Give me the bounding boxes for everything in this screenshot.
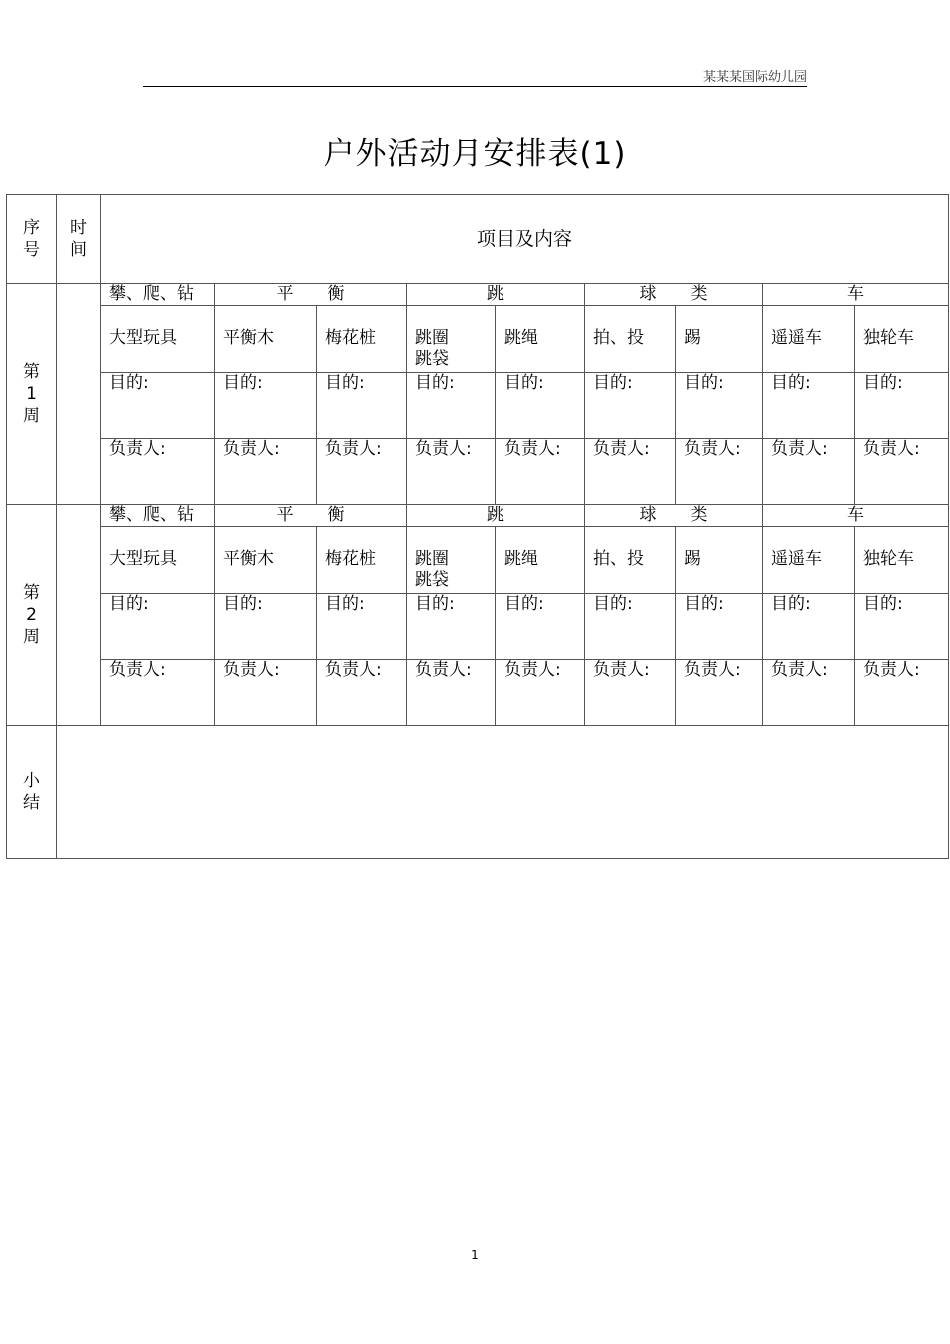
owner-cell: 负责人:: [676, 660, 763, 726]
item-cell: [855, 527, 949, 593]
purpose-cell: 目的:: [855, 372, 949, 438]
item-cell: [407, 527, 496, 593]
purpose-cell: 目的:: [496, 593, 585, 659]
purpose-cell: 目的:: [215, 593, 317, 659]
owner-cell: 负责人:: [317, 660, 407, 726]
purpose-cell: 目的:: [585, 593, 676, 659]
item-label: 跳绳: [504, 549, 538, 570]
item-label: 平衡木: [223, 328, 274, 349]
owner-cell: 负责人:: [763, 439, 855, 505]
summary-label: 小结: [23, 771, 40, 814]
purpose-cell: 目的:: [317, 593, 407, 659]
item-label: 遥遥车: [771, 549, 822, 570]
purpose-cell: 目的:: [676, 372, 763, 438]
week-label-cell: [7, 284, 57, 505]
header-seq: 序号: [23, 218, 40, 261]
owner-cell: 负责人:: [496, 660, 585, 726]
page-number: 1: [471, 1248, 479, 1262]
owner-cell: 负责人:: [215, 439, 317, 505]
item-label: 独轮车: [863, 549, 914, 570]
owner-cell: 负责人:: [101, 439, 215, 505]
purpose-row: [7, 372, 949, 438]
item-label: 独轮车: [863, 328, 914, 349]
item-label: 梅花桩: [325, 549, 376, 570]
page-title: 户外活动月安排表(1): [323, 136, 627, 172]
purpose-row: [7, 593, 949, 659]
owner-cell: 负责人:: [585, 660, 676, 726]
owner-cell: 负责人:: [855, 439, 949, 505]
item-label: 跳绳: [504, 328, 538, 349]
owner-row: [7, 660, 949, 726]
header-rule: [143, 86, 807, 87]
purpose-cell: 目的:: [763, 372, 855, 438]
purpose-cell: 目的:: [215, 372, 317, 438]
purpose-cell: 目的:: [676, 593, 763, 659]
purpose-cell: 目的:: [407, 372, 496, 438]
item-label: 大型玩具: [109, 328, 177, 349]
week-label-cell: [7, 505, 57, 726]
category-cell: 跳: [407, 284, 585, 306]
item-cell: [317, 527, 407, 593]
owner-cell: 负责人:: [215, 660, 317, 726]
item-label: 跳袋: [415, 349, 449, 370]
category-cell: 球 类: [585, 505, 763, 527]
week-time-cell: [57, 505, 101, 726]
item-cell: [496, 527, 585, 593]
category-cell: 攀、爬、钻: [101, 505, 215, 527]
owner-cell: 负责人:: [676, 439, 763, 505]
header-row: [7, 195, 949, 284]
header-time: 时间: [70, 218, 87, 261]
item-cell: [496, 306, 585, 372]
owner-cell: 负责人:: [585, 439, 676, 505]
item-label: 拍、投: [593, 549, 644, 570]
item-cell: [101, 527, 215, 593]
owner-cell: 负责人:: [407, 660, 496, 726]
item-cell: [763, 527, 855, 593]
item-cell: [101, 306, 215, 372]
purpose-cell: 目的:: [855, 593, 949, 659]
summary-content[interactable]: [57, 726, 949, 859]
item-label: 大型玩具: [109, 549, 177, 570]
category-cell: 跳: [407, 505, 585, 527]
item-label: 踢: [684, 328, 701, 349]
category-cell: 攀、爬、钻: [101, 284, 215, 306]
category-row: [7, 505, 949, 527]
purpose-cell: 目的:: [101, 593, 215, 659]
item-cell: [855, 306, 949, 372]
header-content: 项目及内容: [101, 195, 949, 284]
owner-cell: 负责人:: [496, 439, 585, 505]
header-seq-cell: [7, 195, 57, 284]
item-cell: [585, 527, 676, 593]
item-label: 跳圈: [415, 328, 449, 349]
item-label: 遥遥车: [771, 328, 822, 349]
owner-cell: 负责人:: [407, 439, 496, 505]
owner-cell: 负责人:: [763, 660, 855, 726]
header-org: 某某某国际幼儿园: [702, 70, 807, 85]
category-cell: 球 类: [585, 284, 763, 306]
category-cell: 车: [763, 505, 949, 527]
week-label: 第1周: [23, 362, 40, 427]
item-label: 平衡木: [223, 549, 274, 570]
purpose-cell: 目的:: [317, 372, 407, 438]
category-cell: 平 衡: [215, 505, 407, 527]
summary-row: [7, 726, 949, 859]
week-label: 第2周: [23, 583, 40, 648]
owner-cell: 负责人:: [855, 660, 949, 726]
category-row: [7, 284, 949, 306]
item-label: 跳袋: [415, 570, 449, 591]
item-cell: [676, 527, 763, 593]
week-time-cell: [57, 284, 101, 505]
item-label: 踢: [684, 549, 701, 570]
item-cell: [215, 527, 317, 593]
owner-row: [7, 439, 949, 505]
item-row: [7, 306, 949, 372]
purpose-cell: 目的:: [407, 593, 496, 659]
purpose-cell: 目的:: [496, 372, 585, 438]
item-label: 梅花桩: [325, 328, 376, 349]
item-cell: [763, 306, 855, 372]
purpose-cell: 目的:: [763, 593, 855, 659]
item-cell: [585, 306, 676, 372]
owner-cell: 负责人:: [101, 660, 215, 726]
purpose-cell: 目的:: [585, 372, 676, 438]
purpose-cell: 目的:: [101, 372, 215, 438]
item-label: 拍、投: [593, 328, 644, 349]
category-cell: 平 衡: [215, 284, 407, 306]
schedule-table: [6, 194, 949, 859]
item-cell: [676, 306, 763, 372]
item-cell: [215, 306, 317, 372]
item-cell: [407, 306, 496, 372]
category-cell: 车: [763, 284, 949, 306]
header-time-cell: [57, 195, 101, 284]
schedule-table-wrap: [6, 194, 946, 858]
item-label: 跳圈: [415, 549, 449, 570]
summary-label-cell: [7, 726, 57, 859]
owner-cell: 负责人:: [317, 439, 407, 505]
item-row: [7, 527, 949, 593]
item-cell: [317, 306, 407, 372]
